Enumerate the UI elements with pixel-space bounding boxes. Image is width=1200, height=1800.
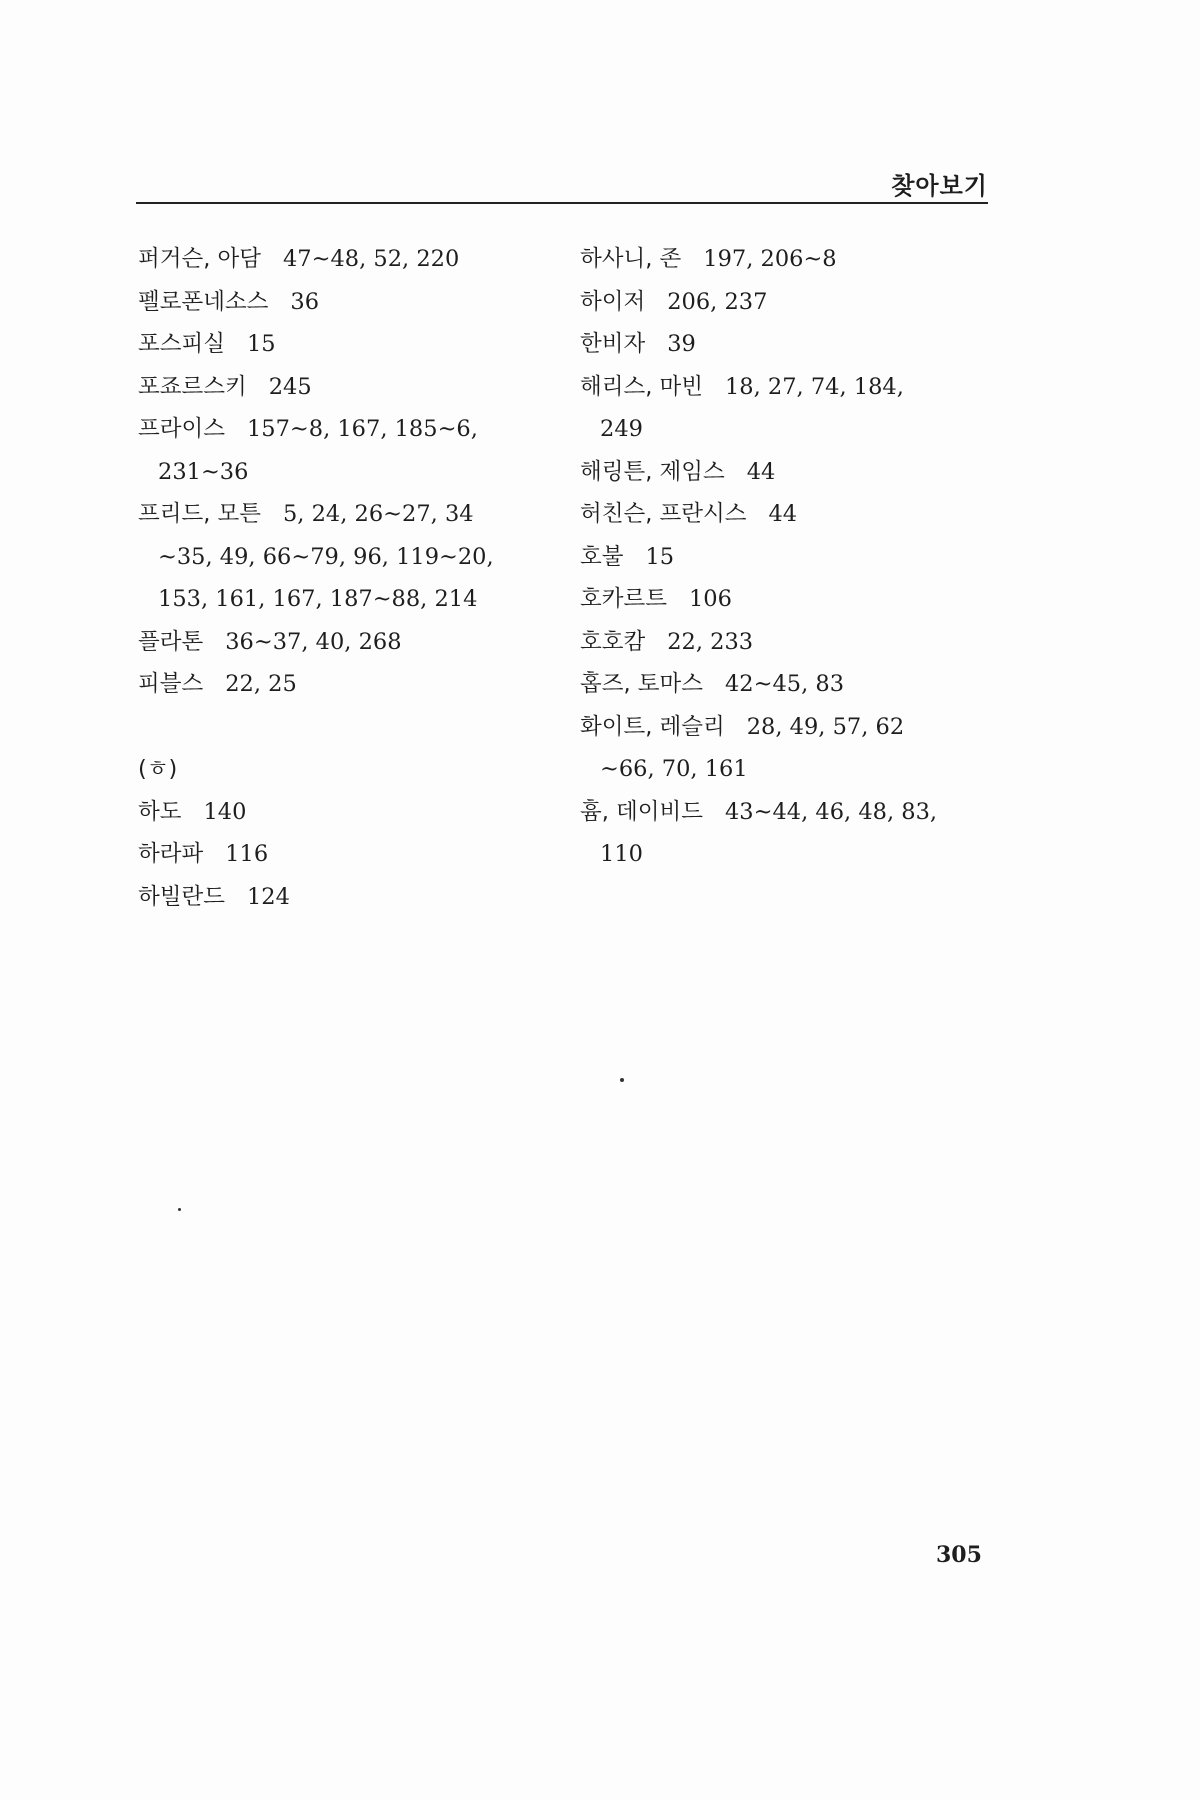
index-pages: 44 bbox=[768, 501, 798, 527]
index-term: 호호캄 bbox=[580, 628, 646, 655]
index-entry bbox=[580, 536, 996, 579]
index-entry bbox=[580, 323, 996, 366]
index-term: 피블스 bbox=[138, 671, 204, 697]
index-entry bbox=[580, 663, 996, 706]
section-gap bbox=[138, 706, 554, 749]
index-term: 포죠르스키 bbox=[138, 373, 247, 400]
index-pages: 36 bbox=[290, 288, 320, 315]
index-entry-continuation: 249 bbox=[600, 416, 643, 442]
index-entry bbox=[138, 833, 554, 876]
index-pages: 197, 206~8 bbox=[703, 246, 837, 272]
index-entry bbox=[138, 791, 554, 834]
header-rule bbox=[136, 202, 988, 204]
index-pages: 36~37, 40, 268 bbox=[225, 628, 402, 655]
index-entry bbox=[138, 876, 554, 919]
index-term: 한비자 bbox=[580, 331, 646, 357]
scan-speck bbox=[178, 1208, 181, 1211]
index-pages: 42~45, 83 bbox=[724, 671, 845, 697]
index-pages: 140 bbox=[203, 798, 247, 825]
index-column-left bbox=[138, 238, 554, 918]
index-term: 하사니, 존 bbox=[580, 246, 682, 272]
index-entry bbox=[138, 281, 554, 324]
scan-speck bbox=[620, 1078, 624, 1082]
index-term: 하라파 bbox=[138, 841, 204, 867]
index-pages: 44 bbox=[746, 458, 776, 485]
index-entry bbox=[580, 366, 996, 409]
index-term: 화이트, 레슬리 bbox=[580, 713, 725, 740]
index-pages: 28, 49, 57, 62 bbox=[746, 713, 905, 740]
index-entry bbox=[580, 578, 996, 621]
index-pages: 245 bbox=[268, 373, 312, 400]
index-term: 프리드, 모튼 bbox=[138, 501, 261, 527]
index-pages: 43~44, 46, 48, 83, bbox=[724, 798, 938, 825]
running-head: 찾아보기 bbox=[891, 172, 988, 200]
index-term: 흄, 데이비드 bbox=[580, 798, 703, 825]
index-pages: 18, 27, 74, 184, bbox=[724, 373, 904, 400]
index-term: 하도 bbox=[138, 798, 182, 825]
index-entry bbox=[138, 323, 554, 366]
section-heading: (ㅎ) bbox=[138, 756, 178, 782]
index-entry bbox=[580, 493, 996, 536]
index-term: 해리스, 마빈 bbox=[580, 373, 703, 400]
index-entry bbox=[580, 791, 996, 834]
index-entry bbox=[138, 366, 554, 409]
index-pages: 22, 25 bbox=[225, 671, 297, 697]
index-entry bbox=[138, 238, 554, 281]
index-pages: 106 bbox=[688, 586, 732, 612]
index-term: 펠로폰네소스 bbox=[138, 288, 269, 315]
index-entry bbox=[580, 706, 996, 749]
index-term: 해링튼, 제임스 bbox=[580, 458, 725, 485]
index-entry bbox=[138, 621, 554, 664]
index-term: 프라이스 bbox=[138, 416, 225, 442]
index-term: 허친슨, 프란시스 bbox=[580, 501, 747, 527]
index-entry-continuation: 231~36 bbox=[158, 458, 249, 485]
index-entry bbox=[580, 281, 996, 324]
index-term: 홉즈, 토마스 bbox=[580, 671, 703, 697]
index-entry bbox=[138, 408, 554, 451]
index-pages: 5, 24, 26~27, 34 bbox=[282, 501, 474, 527]
index-pages: 22, 233 bbox=[667, 628, 754, 655]
index-term: 호카르트 bbox=[580, 586, 667, 612]
index-entry bbox=[580, 238, 996, 281]
index-entry-continuation: ~66, 70, 161 bbox=[600, 756, 748, 782]
index-pages: 47~48, 52, 220 bbox=[282, 246, 460, 272]
index-entry bbox=[138, 493, 554, 536]
index-term: 포스피실 bbox=[138, 331, 225, 357]
index-term: 호불 bbox=[580, 543, 624, 570]
index-column-right bbox=[580, 238, 996, 876]
index-pages: 116 bbox=[225, 841, 269, 867]
index-pages: 124 bbox=[246, 883, 290, 910]
index-entry-continuation: 110 bbox=[600, 841, 643, 867]
index-pages: 15 bbox=[246, 331, 276, 357]
index-entry bbox=[138, 663, 554, 706]
index-pages: 15 bbox=[645, 543, 675, 570]
index-entry bbox=[580, 621, 996, 664]
index-entry bbox=[580, 451, 996, 494]
page-number: 305 bbox=[936, 1542, 982, 1568]
index-pages: 157~8, 167, 185~6, bbox=[246, 416, 478, 442]
index-entry-continuation: ~35, 49, 66~79, 96, 119~20, bbox=[158, 543, 494, 570]
index-term: 하이저 bbox=[580, 288, 646, 315]
index-pages: 39 bbox=[667, 331, 696, 357]
index-pages: 206, 237 bbox=[667, 288, 768, 315]
index-term: 플라톤 bbox=[138, 628, 204, 655]
index-term: 하빌란드 bbox=[138, 883, 225, 910]
index-entry-continuation: 153, 161, 167, 187~88, 214 bbox=[158, 586, 478, 612]
index-term: 퍼거슨, 아담 bbox=[138, 246, 261, 272]
